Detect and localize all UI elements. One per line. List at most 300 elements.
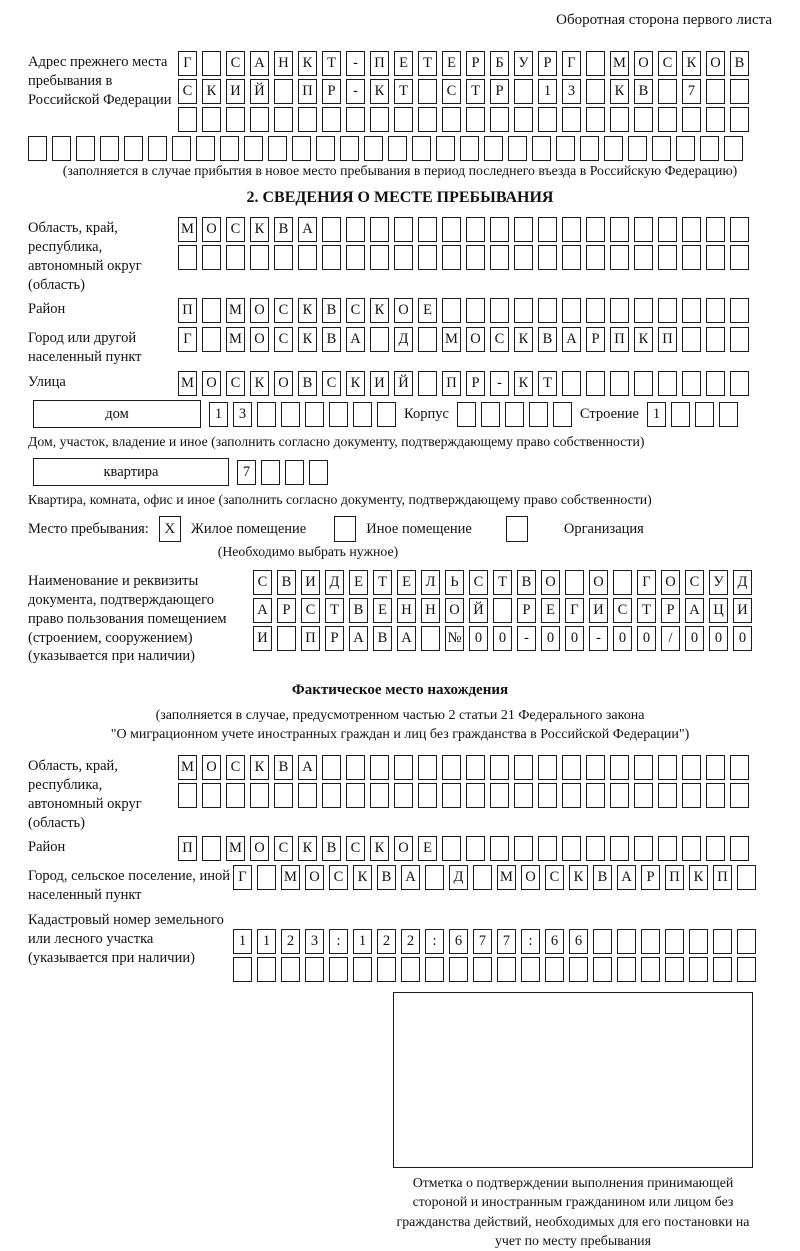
char-cell[interactable]: Т — [322, 51, 341, 76]
char-cell[interactable]: В — [349, 598, 368, 623]
char-cell[interactable] — [202, 783, 221, 808]
char-cell[interactable]: Й — [469, 598, 488, 623]
char-cell[interactable]: К — [689, 865, 708, 890]
char-cell[interactable]: С — [442, 79, 461, 104]
char-cell[interactable]: 2 — [401, 929, 420, 954]
char-cell[interactable]: М — [178, 371, 197, 396]
char-cell[interactable] — [586, 79, 605, 104]
char-cell[interactable]: А — [298, 755, 317, 780]
char-cell[interactable] — [706, 327, 725, 352]
char-cell[interactable] — [532, 136, 551, 161]
char-cell[interactable]: К — [202, 79, 221, 104]
char-cell[interactable]: Н — [421, 598, 440, 623]
char-cell[interactable]: М — [178, 755, 197, 780]
char-cell[interactable]: Р — [538, 51, 557, 76]
char-cell[interactable]: О — [305, 865, 324, 890]
char-cell[interactable] — [562, 783, 581, 808]
char-cell[interactable]: Р — [641, 865, 660, 890]
char-cell[interactable] — [529, 402, 548, 427]
char-cell[interactable]: П — [178, 836, 197, 861]
char-cell[interactable] — [418, 755, 437, 780]
char-cell[interactable] — [634, 217, 653, 242]
char-cell[interactable]: Д — [394, 327, 413, 352]
char-cell[interactable]: Й — [394, 371, 413, 396]
actual-city-row[interactable] — [233, 865, 756, 890]
char-cell[interactable]: А — [253, 598, 272, 623]
char-cell[interactable] — [418, 107, 437, 132]
char-cell[interactable]: В — [298, 371, 317, 396]
char-cell[interactable] — [490, 107, 509, 132]
char-cell[interactable]: С — [490, 327, 509, 352]
char-cell[interactable] — [353, 957, 372, 982]
char-cell[interactable] — [250, 783, 269, 808]
char-cell[interactable]: С — [346, 836, 365, 861]
char-cell[interactable]: К — [634, 327, 653, 352]
char-cell[interactable]: Ц — [709, 598, 728, 623]
char-cell[interactable] — [274, 245, 293, 270]
char-cell[interactable] — [706, 79, 725, 104]
char-cell[interactable] — [322, 107, 341, 132]
char-cell[interactable]: О — [250, 836, 269, 861]
char-cell[interactable] — [538, 245, 557, 270]
char-cell[interactable] — [220, 136, 239, 161]
char-cell[interactable] — [737, 865, 756, 890]
char-cell[interactable]: К — [298, 836, 317, 861]
actual-region-row-1[interactable] — [178, 755, 749, 780]
char-cell[interactable]: И — [733, 598, 752, 623]
char-cell[interactable] — [401, 957, 420, 982]
prev-address-row-3[interactable] — [178, 107, 749, 132]
char-cell[interactable] — [617, 929, 636, 954]
char-cell[interactable] — [457, 402, 476, 427]
char-cell[interactable]: Е — [418, 298, 437, 323]
char-cell[interactable]: М — [442, 327, 461, 352]
char-cell[interactable]: А — [685, 598, 704, 623]
char-cell[interactable] — [257, 402, 276, 427]
char-cell[interactable]: - — [346, 79, 365, 104]
char-cell[interactable] — [505, 402, 524, 427]
char-cell[interactable]: С — [469, 570, 488, 595]
char-cell[interactable]: А — [401, 865, 420, 890]
char-cell[interactable] — [442, 217, 461, 242]
char-cell[interactable] — [613, 570, 632, 595]
char-cell[interactable] — [665, 957, 684, 982]
char-cell[interactable]: 0 — [637, 626, 656, 651]
char-cell[interactable]: 0 — [565, 626, 584, 651]
char-cell[interactable] — [178, 245, 197, 270]
char-cell[interactable]: С — [613, 598, 632, 623]
char-cell[interactable]: М — [226, 327, 245, 352]
char-cell[interactable] — [514, 836, 533, 861]
char-cell[interactable]: 0 — [493, 626, 512, 651]
char-cell[interactable] — [316, 136, 335, 161]
char-cell[interactable] — [689, 957, 708, 982]
char-cell[interactable] — [466, 245, 485, 270]
char-cell[interactable] — [250, 245, 269, 270]
char-cell[interactable] — [586, 836, 605, 861]
char-cell[interactable] — [641, 957, 660, 982]
char-cell[interactable]: 7 — [237, 460, 256, 485]
char-cell[interactable] — [730, 79, 749, 104]
char-cell[interactable] — [202, 298, 221, 323]
char-cell[interactable]: 0 — [733, 626, 752, 651]
char-cell[interactable] — [586, 298, 605, 323]
char-cell[interactable] — [634, 755, 653, 780]
char-cell[interactable] — [671, 402, 690, 427]
char-cell[interactable]: К — [298, 298, 317, 323]
char-cell[interactable]: К — [569, 865, 588, 890]
char-cell[interactable] — [377, 957, 396, 982]
char-cell[interactable]: М — [497, 865, 516, 890]
char-cell[interactable]: Л — [421, 570, 440, 595]
char-cell[interactable] — [695, 402, 714, 427]
char-cell[interactable] — [730, 755, 749, 780]
char-cell[interactable] — [346, 217, 365, 242]
char-cell[interactable] — [281, 402, 300, 427]
char-cell[interactable]: М — [610, 51, 629, 76]
char-cell[interactable]: А — [349, 626, 368, 651]
char-cell[interactable] — [370, 755, 389, 780]
char-cell[interactable] — [473, 865, 492, 890]
char-cell[interactable]: В — [322, 836, 341, 861]
char-cell[interactable] — [497, 957, 516, 982]
char-cell[interactable]: К — [514, 371, 533, 396]
char-cell[interactable]: В — [373, 626, 392, 651]
char-cell[interactable]: О — [706, 51, 725, 76]
city-row[interactable] — [178, 327, 749, 352]
char-cell[interactable]: А — [346, 327, 365, 352]
char-cell[interactable] — [610, 107, 629, 132]
apartment-number-row[interactable] — [237, 460, 328, 485]
char-cell[interactable] — [466, 783, 485, 808]
char-cell[interactable] — [490, 755, 509, 780]
char-cell[interactable] — [481, 402, 500, 427]
char-cell[interactable]: К — [370, 298, 389, 323]
char-cell[interactable]: С — [322, 371, 341, 396]
char-cell[interactable]: О — [541, 570, 560, 595]
char-cell[interactable]: О — [394, 298, 413, 323]
char-cell[interactable] — [713, 929, 732, 954]
char-cell[interactable] — [425, 865, 444, 890]
char-cell[interactable] — [124, 136, 143, 161]
char-cell[interactable]: И — [370, 371, 389, 396]
char-cell[interactable]: Р — [325, 626, 344, 651]
char-cell[interactable]: Т — [493, 570, 512, 595]
char-cell[interactable] — [226, 245, 245, 270]
char-cell[interactable]: П — [178, 298, 197, 323]
char-cell[interactable] — [730, 298, 749, 323]
char-cell[interactable]: С — [545, 865, 564, 890]
char-cell[interactable] — [562, 836, 581, 861]
char-cell[interactable] — [292, 136, 311, 161]
char-cell[interactable] — [562, 217, 581, 242]
char-cell[interactable] — [377, 402, 396, 427]
char-cell[interactable] — [604, 136, 623, 161]
char-cell[interactable]: К — [353, 865, 372, 890]
char-cell[interactable]: - — [517, 626, 536, 651]
char-cell[interactable] — [586, 783, 605, 808]
char-cell[interactable] — [730, 371, 749, 396]
char-cell[interactable]: 3 — [562, 79, 581, 104]
char-cell[interactable]: М — [281, 865, 300, 890]
char-cell[interactable] — [442, 245, 461, 270]
char-cell[interactable] — [538, 755, 557, 780]
char-cell[interactable]: К — [370, 836, 389, 861]
char-cell[interactable]: П — [658, 327, 677, 352]
char-cell[interactable] — [178, 783, 197, 808]
char-cell[interactable] — [274, 783, 293, 808]
char-cell[interactable] — [100, 136, 119, 161]
char-cell[interactable] — [172, 136, 191, 161]
char-cell[interactable] — [682, 107, 701, 132]
char-cell[interactable] — [514, 79, 533, 104]
char-cell[interactable]: А — [397, 626, 416, 651]
stay-type-checkbox-residential[interactable]: X — [159, 516, 181, 542]
char-cell[interactable] — [436, 136, 455, 161]
char-cell[interactable] — [562, 298, 581, 323]
char-cell[interactable]: О — [634, 51, 653, 76]
char-cell[interactable] — [658, 107, 677, 132]
char-cell[interactable]: Д — [733, 570, 752, 595]
char-cell[interactable]: В — [593, 865, 612, 890]
char-cell[interactable] — [610, 836, 629, 861]
char-cell[interactable]: К — [610, 79, 629, 104]
char-cell[interactable] — [508, 136, 527, 161]
char-cell[interactable] — [658, 755, 677, 780]
char-cell[interactable]: Г — [565, 598, 584, 623]
char-cell[interactable] — [257, 865, 276, 890]
char-cell[interactable]: А — [617, 865, 636, 890]
char-cell[interactable] — [706, 371, 725, 396]
stroenie-row[interactable] — [647, 402, 738, 427]
char-cell[interactable]: Д — [449, 865, 468, 890]
char-cell[interactable] — [586, 755, 605, 780]
char-cell[interactable]: К — [682, 51, 701, 76]
char-cell[interactable] — [586, 371, 605, 396]
char-cell[interactable] — [226, 783, 245, 808]
char-cell[interactable] — [460, 136, 479, 161]
char-cell[interactable]: О — [274, 371, 293, 396]
char-cell[interactable]: И — [589, 598, 608, 623]
korpus-row[interactable] — [457, 402, 572, 427]
char-cell[interactable] — [724, 136, 743, 161]
char-cell[interactable]: 6 — [569, 929, 588, 954]
char-cell[interactable]: М — [226, 836, 245, 861]
char-cell[interactable] — [521, 957, 540, 982]
char-cell[interactable] — [322, 783, 341, 808]
char-cell[interactable]: - — [346, 51, 365, 76]
char-cell[interactable] — [538, 217, 557, 242]
char-cell[interactable]: С — [685, 570, 704, 595]
char-cell[interactable]: Г — [178, 327, 197, 352]
char-cell[interactable] — [442, 755, 461, 780]
char-cell[interactable]: Р — [322, 79, 341, 104]
char-cell[interactable] — [305, 957, 324, 982]
char-cell[interactable] — [233, 957, 252, 982]
stay-type-checkbox-other[interactable] — [334, 516, 356, 542]
char-cell[interactable] — [658, 371, 677, 396]
char-cell[interactable] — [202, 51, 221, 76]
char-cell[interactable] — [514, 755, 533, 780]
char-cell[interactable] — [202, 107, 221, 132]
char-cell[interactable]: 1 — [209, 402, 228, 427]
char-cell[interactable] — [421, 626, 440, 651]
char-cell[interactable] — [298, 107, 317, 132]
char-cell[interactable]: А — [250, 51, 269, 76]
char-cell[interactable]: В — [277, 570, 296, 595]
char-cell[interactable] — [274, 79, 293, 104]
char-cell[interactable]: : — [425, 929, 444, 954]
char-cell[interactable] — [565, 570, 584, 595]
char-cell[interactable] — [610, 371, 629, 396]
char-cell[interactable]: 7 — [497, 929, 516, 954]
char-cell[interactable]: Г — [233, 865, 252, 890]
char-cell[interactable] — [285, 460, 304, 485]
char-cell[interactable] — [394, 245, 413, 270]
char-cell[interactable]: О — [521, 865, 540, 890]
char-cell[interactable] — [514, 298, 533, 323]
house-number-row[interactable] — [209, 402, 396, 427]
char-cell[interactable] — [466, 298, 485, 323]
char-cell[interactable] — [298, 783, 317, 808]
char-cell[interactable] — [593, 957, 612, 982]
prev-address-row-1[interactable] — [178, 51, 749, 76]
char-cell[interactable] — [484, 136, 503, 161]
char-cell[interactable]: В — [274, 755, 293, 780]
char-cell[interactable] — [466, 755, 485, 780]
char-cell[interactable] — [490, 298, 509, 323]
char-cell[interactable]: П — [301, 626, 320, 651]
char-cell[interactable]: О — [466, 327, 485, 352]
char-cell[interactable] — [730, 245, 749, 270]
document-row-2[interactable] — [253, 598, 752, 623]
char-cell[interactable] — [706, 298, 725, 323]
char-cell[interactable] — [700, 136, 719, 161]
char-cell[interactable]: Е — [394, 51, 413, 76]
char-cell[interactable]: Т — [538, 371, 557, 396]
char-cell[interactable] — [490, 836, 509, 861]
char-cell[interactable]: У — [709, 570, 728, 595]
char-cell[interactable] — [442, 298, 461, 323]
char-cell[interactable] — [586, 51, 605, 76]
char-cell[interactable] — [610, 755, 629, 780]
char-cell[interactable]: М — [226, 298, 245, 323]
char-cell[interactable]: 1 — [353, 929, 372, 954]
char-cell[interactable] — [261, 460, 280, 485]
char-cell[interactable] — [538, 107, 557, 132]
char-cell[interactable] — [281, 957, 300, 982]
char-cell[interactable] — [652, 136, 671, 161]
char-cell[interactable] — [658, 79, 677, 104]
char-cell[interactable] — [553, 402, 572, 427]
char-cell[interactable]: 7 — [473, 929, 492, 954]
char-cell[interactable] — [226, 107, 245, 132]
char-cell[interactable]: С — [226, 51, 245, 76]
char-cell[interactable] — [394, 107, 413, 132]
char-cell[interactable]: И — [253, 626, 272, 651]
char-cell[interactable]: 2 — [377, 929, 396, 954]
char-cell[interactable]: С — [178, 79, 197, 104]
char-cell[interactable] — [658, 836, 677, 861]
char-cell[interactable] — [593, 929, 612, 954]
char-cell[interactable] — [730, 107, 749, 132]
char-cell[interactable]: Д — [325, 570, 344, 595]
char-cell[interactable] — [658, 783, 677, 808]
char-cell[interactable] — [514, 107, 533, 132]
char-cell[interactable]: Г — [637, 570, 656, 595]
char-cell[interactable] — [628, 136, 647, 161]
char-cell[interactable]: С — [226, 755, 245, 780]
char-cell[interactable] — [689, 929, 708, 954]
char-cell[interactable] — [202, 327, 221, 352]
char-cell[interactable] — [562, 755, 581, 780]
char-cell[interactable]: Е — [349, 570, 368, 595]
char-cell[interactable] — [634, 836, 653, 861]
char-cell[interactable] — [298, 245, 317, 270]
char-cell[interactable]: К — [250, 217, 269, 242]
char-cell[interactable] — [322, 217, 341, 242]
char-cell[interactable] — [682, 371, 701, 396]
char-cell[interactable]: 1 — [233, 929, 252, 954]
char-cell[interactable] — [418, 783, 437, 808]
char-cell[interactable] — [538, 783, 557, 808]
char-cell[interactable]: 3 — [233, 402, 252, 427]
char-cell[interactable]: № — [445, 626, 464, 651]
char-cell[interactable]: 6 — [449, 929, 468, 954]
actual-district-row[interactable] — [178, 836, 749, 861]
char-cell[interactable]: О — [202, 371, 221, 396]
char-cell[interactable] — [682, 327, 701, 352]
char-cell[interactable] — [329, 402, 348, 427]
char-cell[interactable]: У — [514, 51, 533, 76]
char-cell[interactable]: М — [178, 217, 197, 242]
char-cell[interactable] — [305, 402, 324, 427]
char-cell[interactable]: : — [329, 929, 348, 954]
char-cell[interactable] — [569, 957, 588, 982]
char-cell[interactable] — [370, 217, 389, 242]
char-cell[interactable]: Т — [394, 79, 413, 104]
char-cell[interactable] — [586, 107, 605, 132]
char-cell[interactable]: С — [274, 327, 293, 352]
char-cell[interactable]: Е — [541, 598, 560, 623]
char-cell[interactable] — [466, 217, 485, 242]
char-cell[interactable]: О — [250, 327, 269, 352]
char-cell[interactable]: Т — [418, 51, 437, 76]
district-row[interactable] — [178, 298, 749, 323]
char-cell[interactable]: В — [322, 327, 341, 352]
char-cell[interactable] — [442, 107, 461, 132]
char-cell[interactable]: П — [610, 327, 629, 352]
char-cell[interactable]: П — [665, 865, 684, 890]
char-cell[interactable]: / — [661, 626, 680, 651]
char-cell[interactable]: 2 — [281, 929, 300, 954]
char-cell[interactable] — [418, 79, 437, 104]
char-cell[interactable] — [490, 217, 509, 242]
char-cell[interactable]: С — [274, 298, 293, 323]
char-cell[interactable]: О — [202, 755, 221, 780]
char-cell[interactable]: С — [301, 598, 320, 623]
char-cell[interactable]: Т — [466, 79, 485, 104]
char-cell[interactable] — [737, 929, 756, 954]
char-cell[interactable] — [610, 783, 629, 808]
prev-address-row-4[interactable] — [28, 136, 772, 161]
char-cell[interactable]: С — [226, 217, 245, 242]
char-cell[interactable] — [617, 957, 636, 982]
char-cell[interactable]: Т — [325, 598, 344, 623]
char-cell[interactable] — [676, 136, 695, 161]
char-cell[interactable]: Р — [586, 327, 605, 352]
char-cell[interactable]: Г — [562, 51, 581, 76]
